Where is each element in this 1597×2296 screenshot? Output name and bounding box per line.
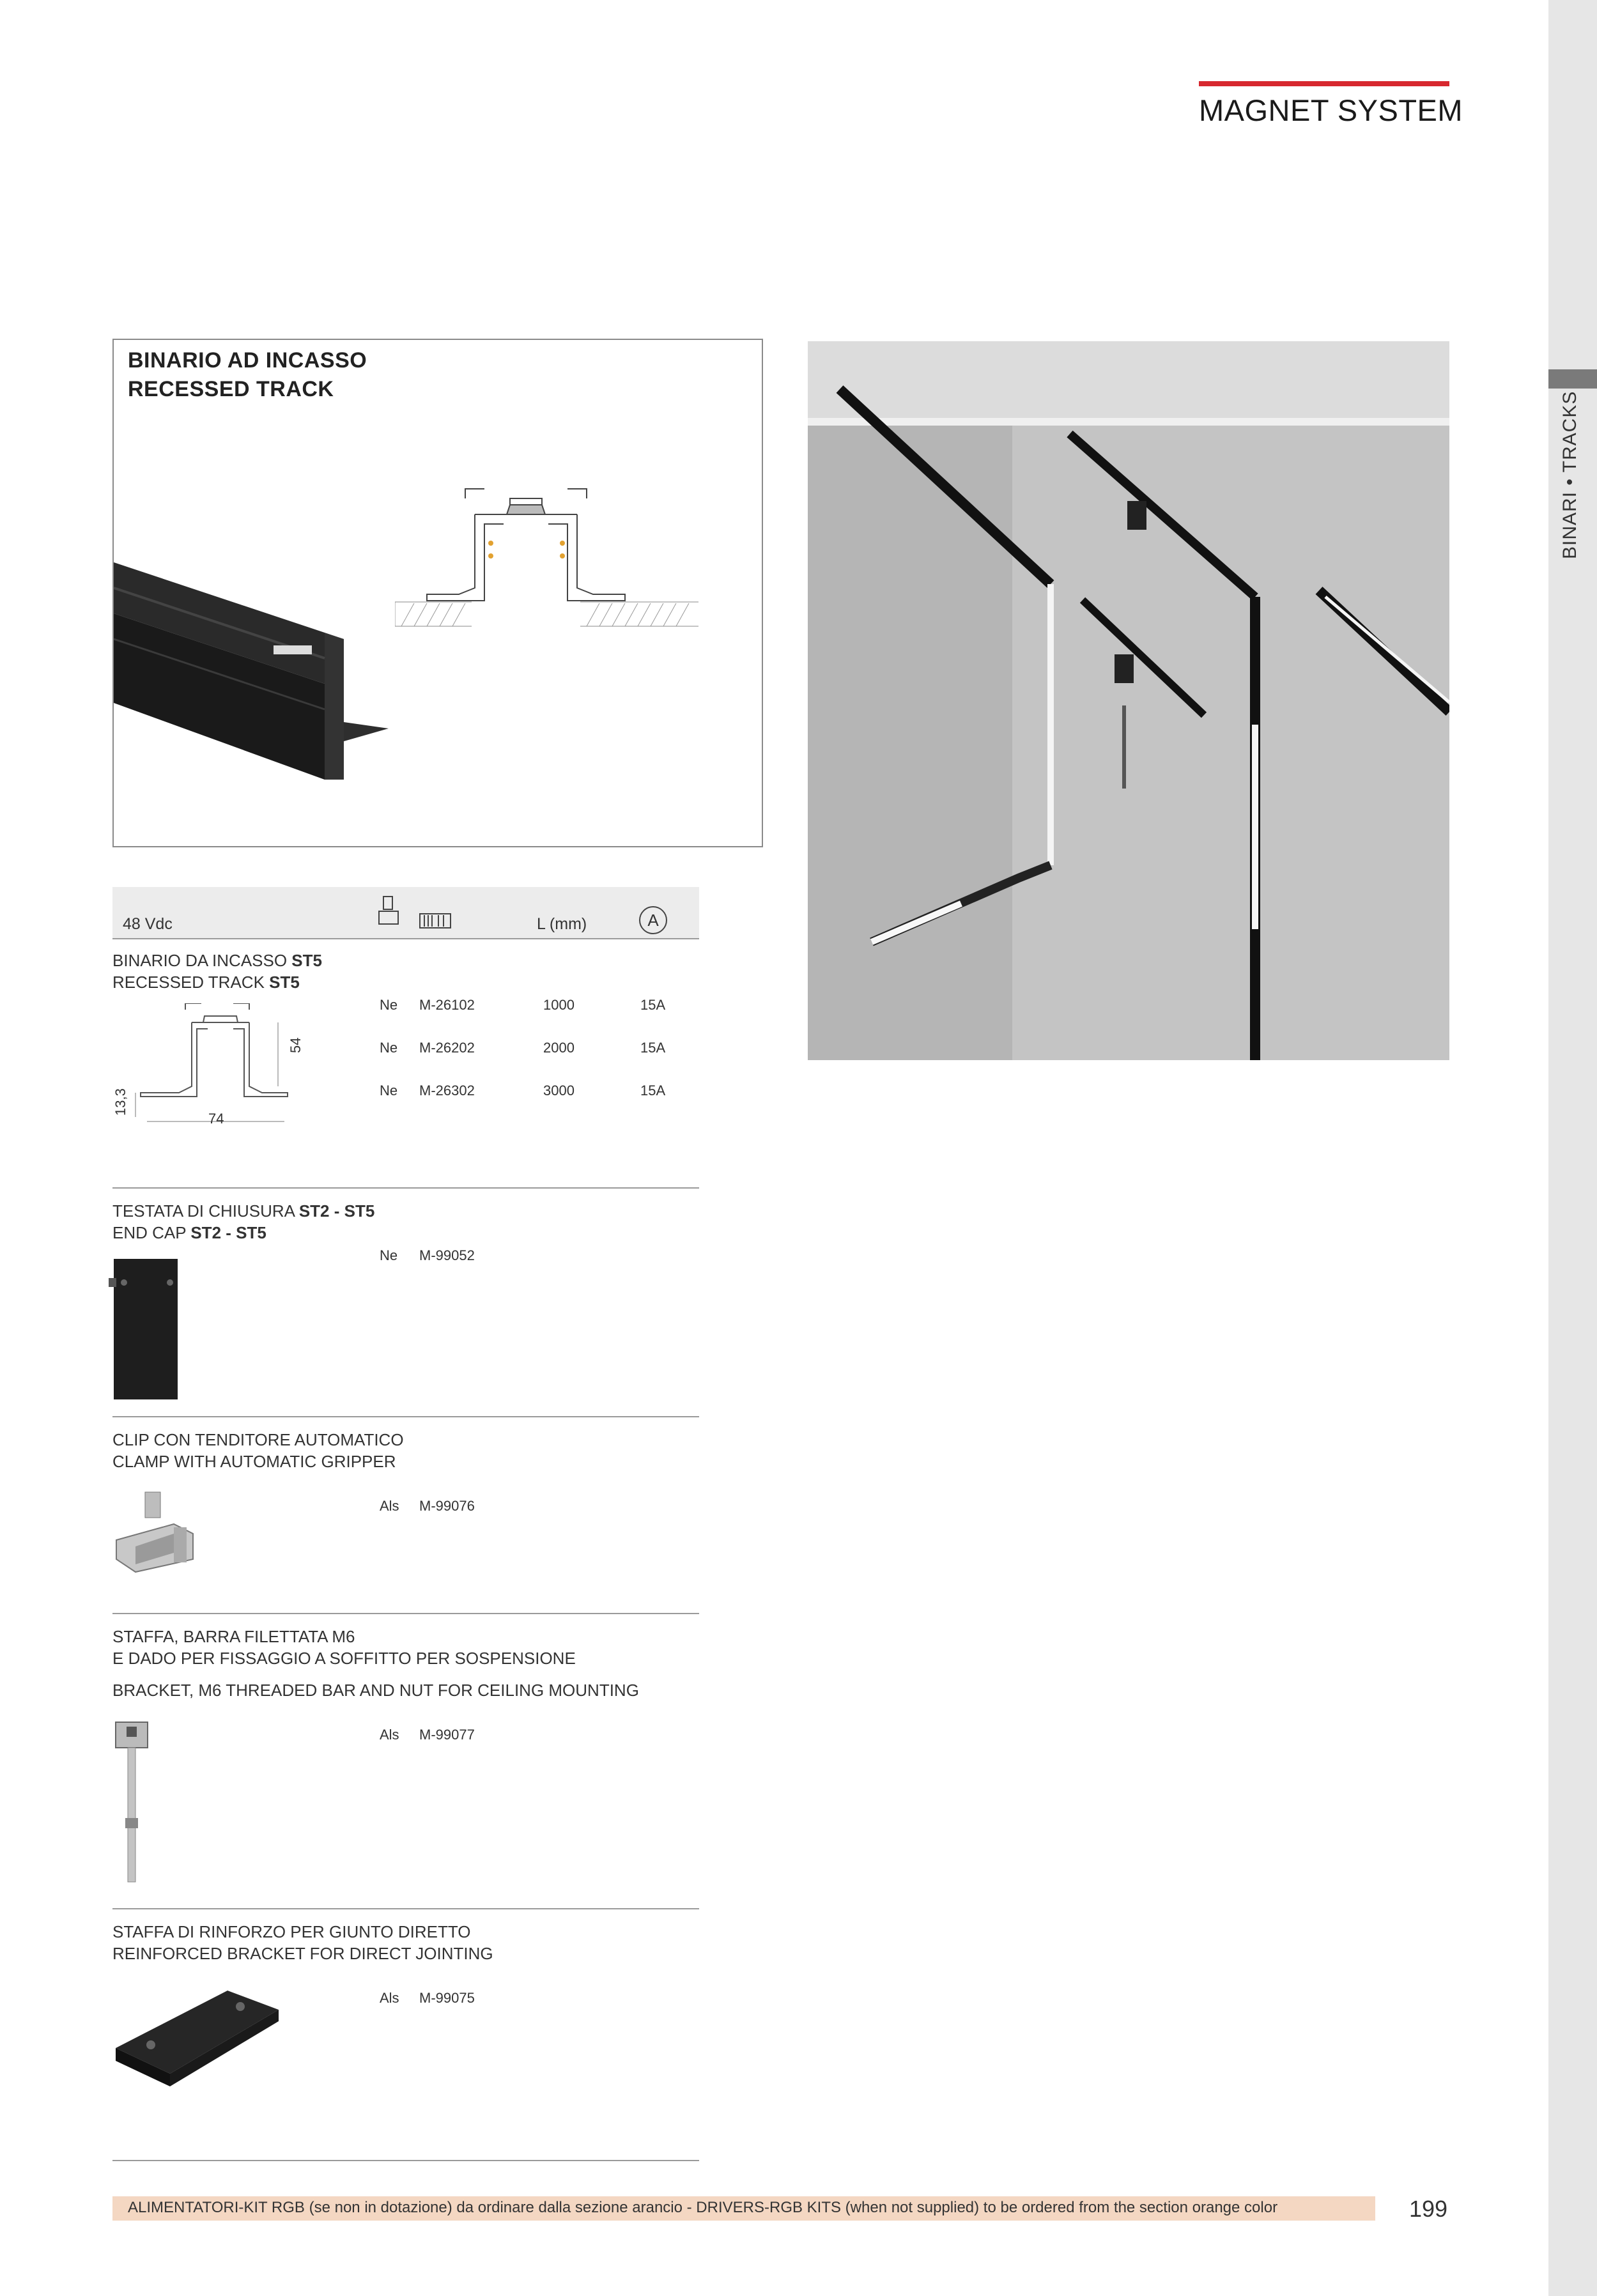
page-title: MAGNET SYSTEM	[1199, 93, 1463, 127]
page-number: 199	[1409, 2196, 1448, 2222]
bracket-finish: Als	[380, 1727, 399, 1743]
track-row-3-length: 3000	[543, 1083, 575, 1098]
sidebar-tab-marker	[1548, 369, 1597, 389]
bracket-name-it-2: E DADO PER FISSAGGIO A SOFFITTO PER SOSPENSIONE	[112, 1649, 576, 1668]
clamp-finish: Als	[380, 1498, 399, 1514]
footer-note-text: ALIMENTATORI-KIT RGB (se non in dotazione) da ordinare dalla sezione arancio - DRIVERS-RGB KITS (when not supplied) to be ordered from the section orange color	[128, 2199, 1278, 2216]
table-header	[112, 887, 699, 939]
section-divider	[112, 1613, 699, 1614]
track-row-1-finish: Ne	[380, 997, 398, 1013]
track-row-2-finish: Ne	[380, 1040, 398, 1056]
track-row-1-length: 1000	[543, 997, 575, 1013]
product-title-en: RECESSED TRACK	[128, 377, 334, 401]
track-row-1-code: M-26102	[419, 997, 475, 1013]
track-name-en: RECESSED TRACK ST5	[112, 973, 300, 992]
track-row-2-amp: 15A	[640, 1040, 666, 1056]
reinforced-code: M-99075	[419, 1990, 475, 2006]
track-dim-width: 74	[208, 1111, 224, 1127]
clamp-code: M-99076	[419, 1498, 475, 1514]
clamp-image	[110, 1489, 199, 1585]
header-accent-line	[1199, 81, 1449, 86]
end-cap-code: M-99052	[419, 1247, 475, 1263]
section-divider	[112, 1416, 699, 1417]
end-cap-finish: Ne	[380, 1247, 398, 1263]
end-cap-name-en: END CAP ST2 - ST5	[112, 1223, 266, 1242]
product-title-it: BINARIO AD INCASSO	[128, 348, 367, 373]
section-divider	[112, 2160, 699, 2161]
ampere-icon: A	[639, 906, 667, 934]
interior-photo	[808, 341, 1449, 1060]
code-barcode-icon	[419, 913, 452, 930]
track-row-3-amp: 15A	[640, 1083, 666, 1098]
length-column-header: L (mm)	[537, 915, 587, 933]
lamp-finish-icon	[377, 893, 400, 932]
reinforced-finish: Als	[380, 1990, 399, 2006]
track-dim-height: 54	[288, 1037, 304, 1053]
clamp-name-en: CLAMP WITH AUTOMATIC GRIPPER	[112, 1452, 396, 1471]
track-row-2-length: 2000	[543, 1040, 575, 1056]
end-cap-name-it: TESTATA DI CHIUSURA ST2 - ST5	[112, 1201, 375, 1221]
sidebar-strip	[1548, 0, 1597, 2296]
bracket-code: M-99077	[419, 1727, 475, 1743]
sidebar-section-label: BINARI • TRACKS	[1559, 390, 1580, 559]
track-name-it: BINARIO DA INCASSO ST5	[112, 951, 322, 970]
end-cap-image	[109, 1256, 185, 1403]
bracket-name-en: BRACKET, M6 THREADED BAR AND NUT FOR CEILING MOUNTING	[112, 1681, 639, 1700]
track-row-3-finish: Ne	[380, 1083, 398, 1098]
track-row-2-code: M-26202	[419, 1040, 475, 1056]
bracket-image	[112, 1719, 164, 1892]
track-row-3-code: M-26302	[419, 1083, 475, 1098]
track-render-image	[114, 550, 395, 792]
reinforced-name-en: REINFORCED BRACKET FOR DIRECT JOINTING	[112, 1944, 493, 1963]
voltage-label: 48 Vdc	[123, 915, 173, 933]
bracket-name-it-1: STAFFA, BARRA FILETTATA M6	[112, 1627, 355, 1646]
reinforced-bracket-image	[112, 1984, 285, 2093]
track-cross-section-drawing	[395, 486, 702, 633]
track-row-1-amp: 15A	[640, 997, 666, 1013]
reinforced-name-it: STAFFA DI RINFORZO PER GIUNTO DIRETTO	[112, 1922, 471, 1941]
clamp-name-it: CLIP CON TENDITORE AUTOMATICO	[112, 1430, 404, 1449]
section-divider	[112, 1187, 699, 1189]
track-dim-flange: 13,3	[112, 1088, 128, 1116]
section-divider	[112, 1908, 699, 1909]
